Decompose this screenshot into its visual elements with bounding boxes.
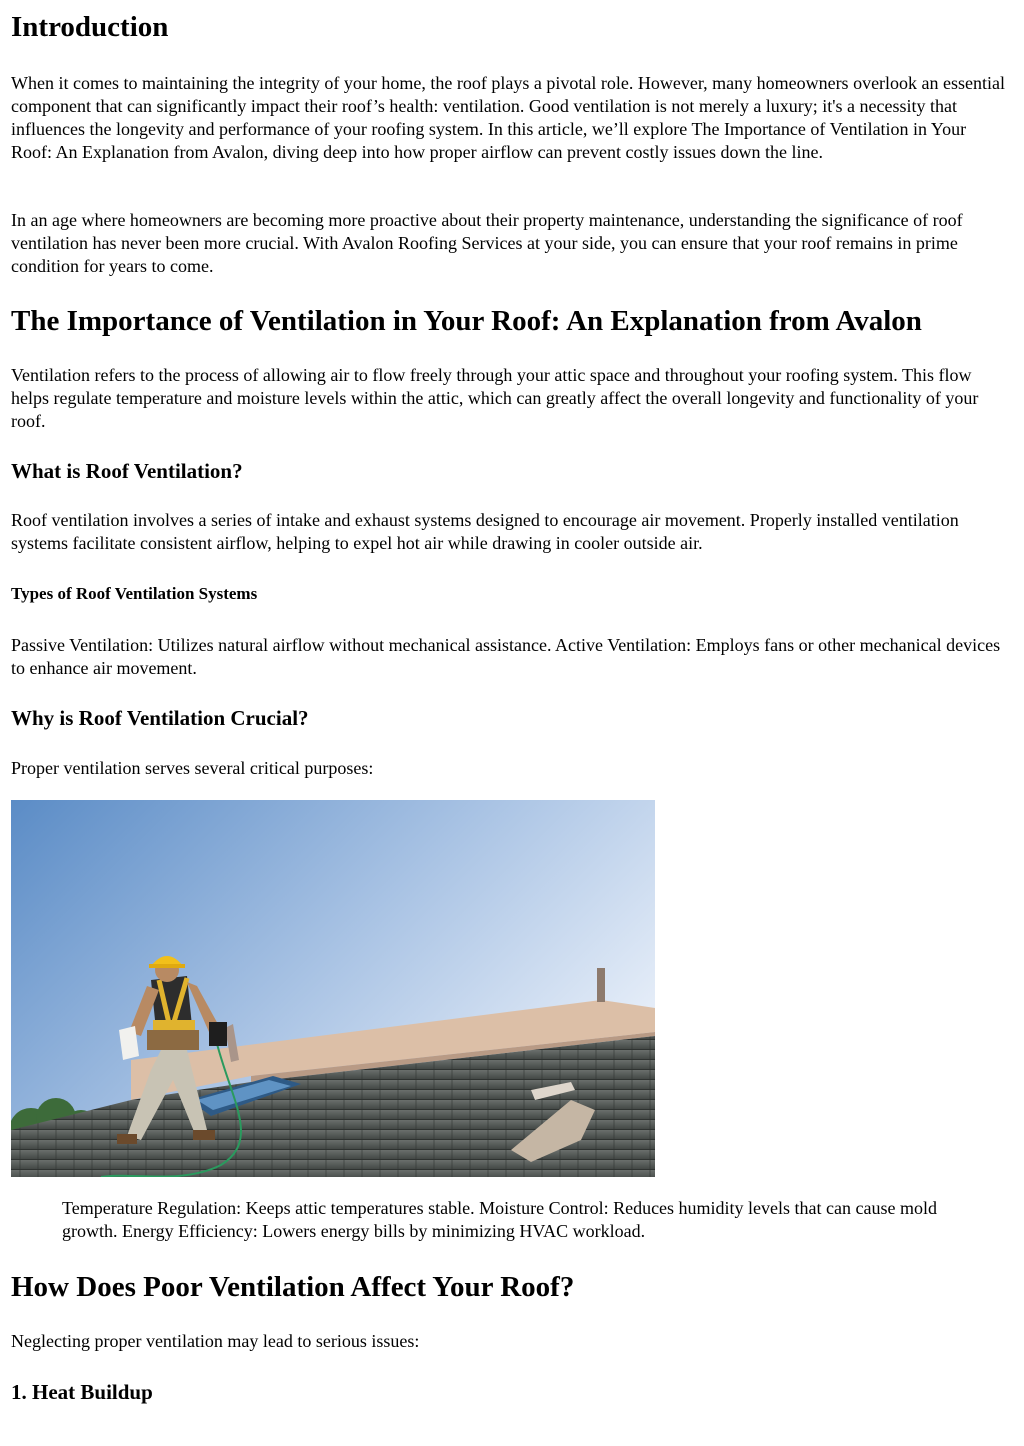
intro-paragraph-1: When it comes to maintaining the integrity of your home, the roof plays a pivotal role. However, many homeowners overlook an essential component that can significantly impact their roof’s health: ventilation. Good ventilation is not merely a luxury; it's a necessity that influences the longevity and performance of your roofing system. In this article, we’ll explore The Importance of Ventilation in Your Roof: An Explanation from Avalon, diving deep into how proper airflow can prevent costly issues down the line. bbox=[11, 73, 1006, 162]
types-heading: Types of Roof Ventilation Systems bbox=[11, 584, 258, 603]
vent-pipe bbox=[597, 968, 605, 1002]
poor-ventilation-heading: How Does Poor Ventilation Affect Your Roof? bbox=[11, 1271, 575, 1303]
poor-ventilation-paragraph: Neglecting proper ventilation may lead to serious issues: bbox=[11, 1331, 420, 1351]
intro-heading: Introduction bbox=[11, 11, 169, 43]
types-paragraph: Passive Ventilation: Utilizes natural airflow without mechanical assistance. Active Ventilation: Employs fans or other mechanical devices to enhance air movement. bbox=[11, 635, 1001, 678]
what-heading: What is Roof Ventilation? bbox=[11, 459, 243, 483]
intro-paragraph-2: In an age where homeowners are becoming more proactive about their property maintenance, understanding the significance of roof ventilation has never been more crucial. With Avalon Roofing Services at your side, you can ensure that your roof remains in prime condition for years to come. bbox=[11, 210, 963, 276]
heat-buildup-heading: 1. Heat Buildup bbox=[11, 1380, 153, 1404]
importance-heading: The Importance of Ventilation in Your Roof: An Explanation from Avalon bbox=[11, 305, 922, 337]
importance-paragraph: Ventilation refers to the process of allowing air to flow freely through your attic space and throughout your roofing system. This flow helps regulate temperature and moisture levels within the attic, which can greatly affect the overall longevity and functionality of your roof. bbox=[11, 365, 979, 431]
why-paragraph: Proper ventilation serves several critical purposes: bbox=[11, 758, 374, 778]
purposes-paragraph: Temperature Regulation: Keeps attic temperatures stable. Moisture Control: Reduces humidity levels that can cause mold growth. Energy Efficiency: Lowers energy bills by minimizing HVAC workload. bbox=[62, 1198, 937, 1241]
why-heading: Why is Roof Ventilation Crucial? bbox=[11, 706, 309, 730]
roofer-illustration bbox=[11, 800, 655, 1177]
roofer-photo bbox=[11, 800, 655, 1177]
what-paragraph: Roof ventilation involves a series of intake and exhaust systems designed to encourage air movement. Properly installed ventilation systems facilitate consistent airflow, helping to expel hot air while drawing in cooler outside air. bbox=[11, 510, 959, 553]
